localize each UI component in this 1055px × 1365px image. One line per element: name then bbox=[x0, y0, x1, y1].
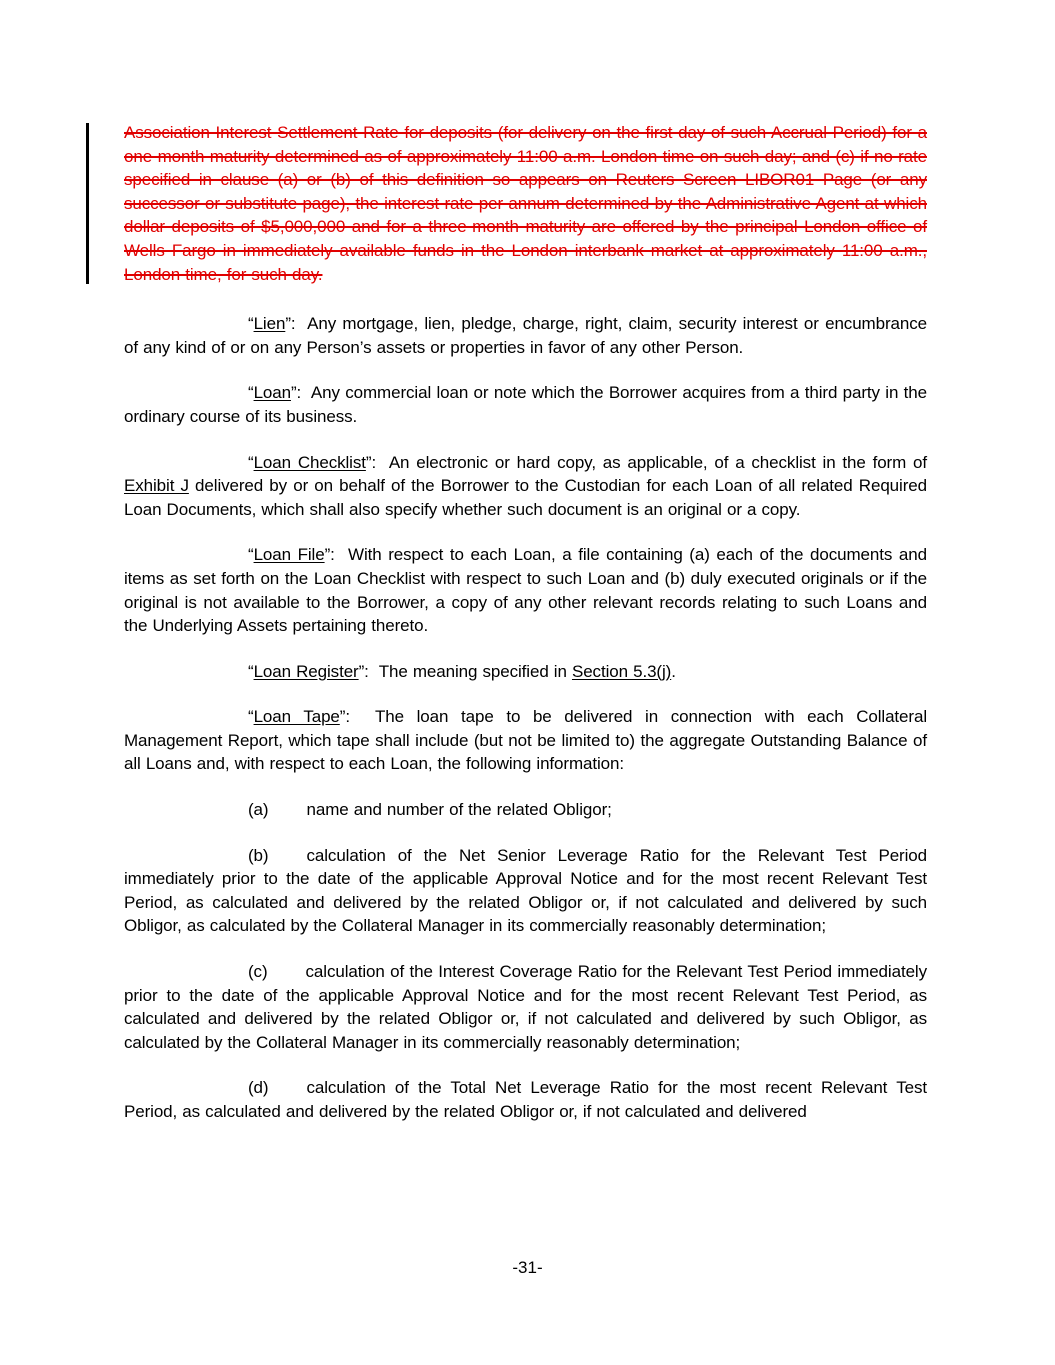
underlined-term: Exhibit J bbox=[124, 476, 189, 496]
text-segment: “ bbox=[248, 661, 254, 681]
text-segment: ”: With respect to each Loan, a file containing (a) each of the documents and items as set forth on the Loan Checklist with respect to such Loan and (b) duly executed originals or if the original is not available to the Borrower, a copy of any other relevant records relating to such Loans and the Underlying Assets pertaining thereto. bbox=[124, 545, 927, 636]
text-segment: ”: The loan tape to be delivered in connection with each Collateral Management Report, which tape shall include (but not be limited to) the aggregate Outstanding Balance of all Loans and, with respect to each Loan, the following information: bbox=[124, 707, 928, 774]
text-segment: . bbox=[671, 661, 676, 681]
definition-loan-register bbox=[124, 660, 927, 684]
underlined-term: Loan Checklist bbox=[253, 452, 366, 472]
definition-loan-file bbox=[124, 543, 927, 637]
redline-struck-text: Association Interest Settlement Rate for deposits (for delivery on the first day of such Accrual Period) for a one-month maturity determined as of approximately 11:00 a.m. London time on such day; and (c) if no rate specified in clause (a) or (b) of this definition so appears on Reuters Screen LIBOR01 Page (or any successor or substitute page), the interest rate per annum determined by the Administrative Agent at which dollar deposits of $5,000,000 and for a three-month maturity are offered by the principal London office of Wells Fargo in immediately available funds in the London interbank market at approximately 11:00 a.m., London time, for such day. bbox=[124, 123, 927, 284]
text-segment: delivered by or on behalf of the Borrower to the Custodian for each Loan of all related Required Loan Documents, which shall also specify whether such document is an original or a copy. bbox=[124, 476, 927, 519]
list-item-a bbox=[124, 798, 927, 822]
text-segment: calculation of the Interest Coverage Ratio for the Relevant Test Period immediately prior to the date of the applicable Approval Notice and for the most recent Relevant Test Period, as calculated and delivered by the related Obligor or, if not calculated and delivered by such Obligor, as calculated by the Collateral Manager in its commercially reasonably determination; bbox=[124, 962, 927, 1052]
text-segment: “ bbox=[248, 314, 254, 334]
text-segment: “ bbox=[248, 383, 254, 403]
text-segment: “ bbox=[248, 545, 254, 565]
underlined-term: Loan Register bbox=[253, 661, 359, 681]
list-item-d bbox=[124, 1076, 927, 1123]
page-number: -31- bbox=[512, 1258, 543, 1277]
list-item-c bbox=[124, 960, 927, 1054]
text-segment: “ bbox=[248, 452, 254, 472]
definition-loan-checklist bbox=[124, 451, 927, 522]
text-segment: “ bbox=[248, 707, 254, 727]
text-segment: calculation of the Total Net Leverage Ratio for the most recent Relevant Test Period, as calculated and delivered by the related Obligor or, if not calculated and delivered bbox=[124, 1078, 927, 1121]
text-segment: ”: The meaning specified in bbox=[358, 661, 572, 681]
definition-lien bbox=[124, 312, 927, 359]
text-segment: (a) bbox=[248, 800, 269, 820]
text-segment: (b) bbox=[248, 845, 269, 865]
redline-struck-paragraph bbox=[124, 121, 927, 286]
text-segment: ”: Any mortgage, lien, pledge, charge, right, claim, security interest or encumbrance of any kind of or on any Person’s assets or properties in favor of any other Person. bbox=[124, 314, 927, 357]
text-segment: ”: Any commercial loan or note which the Borrower acquires from a third party in the ordinary course of its business. bbox=[124, 383, 927, 426]
underlined-term: Loan File bbox=[253, 545, 325, 565]
definition-loan-tape bbox=[124, 705, 927, 776]
underlined-term: Lien bbox=[253, 314, 286, 334]
text-segment: ”: An electronic or hard copy, as applicable, of a checklist in the form of bbox=[365, 452, 927, 472]
text-segment: (d) bbox=[248, 1078, 269, 1098]
text-segment: (c) bbox=[248, 962, 268, 982]
document-body bbox=[124, 121, 927, 1146]
change-bar bbox=[86, 123, 89, 284]
underlined-term: Loan Tape bbox=[253, 707, 340, 727]
text-segment: calculation of the Net Senior Leverage Ratio for the Relevant Test Period immediately prior to the date of the applicable Approval Notice and for the most recent Relevant Test Period, as calculated and delivered by the related Obligor or, if not calculated and delivered by such Obligor, as calculated by the Collateral Manager in its commercially reasonably determination; bbox=[124, 845, 927, 936]
list-item-b bbox=[124, 844, 927, 938]
underlined-term: Section 5.3(j) bbox=[571, 661, 672, 681]
underlined-term: Loan bbox=[253, 383, 291, 403]
text-segment: name and number of the related Obligor; bbox=[306, 800, 612, 820]
definition-loan bbox=[124, 381, 927, 428]
